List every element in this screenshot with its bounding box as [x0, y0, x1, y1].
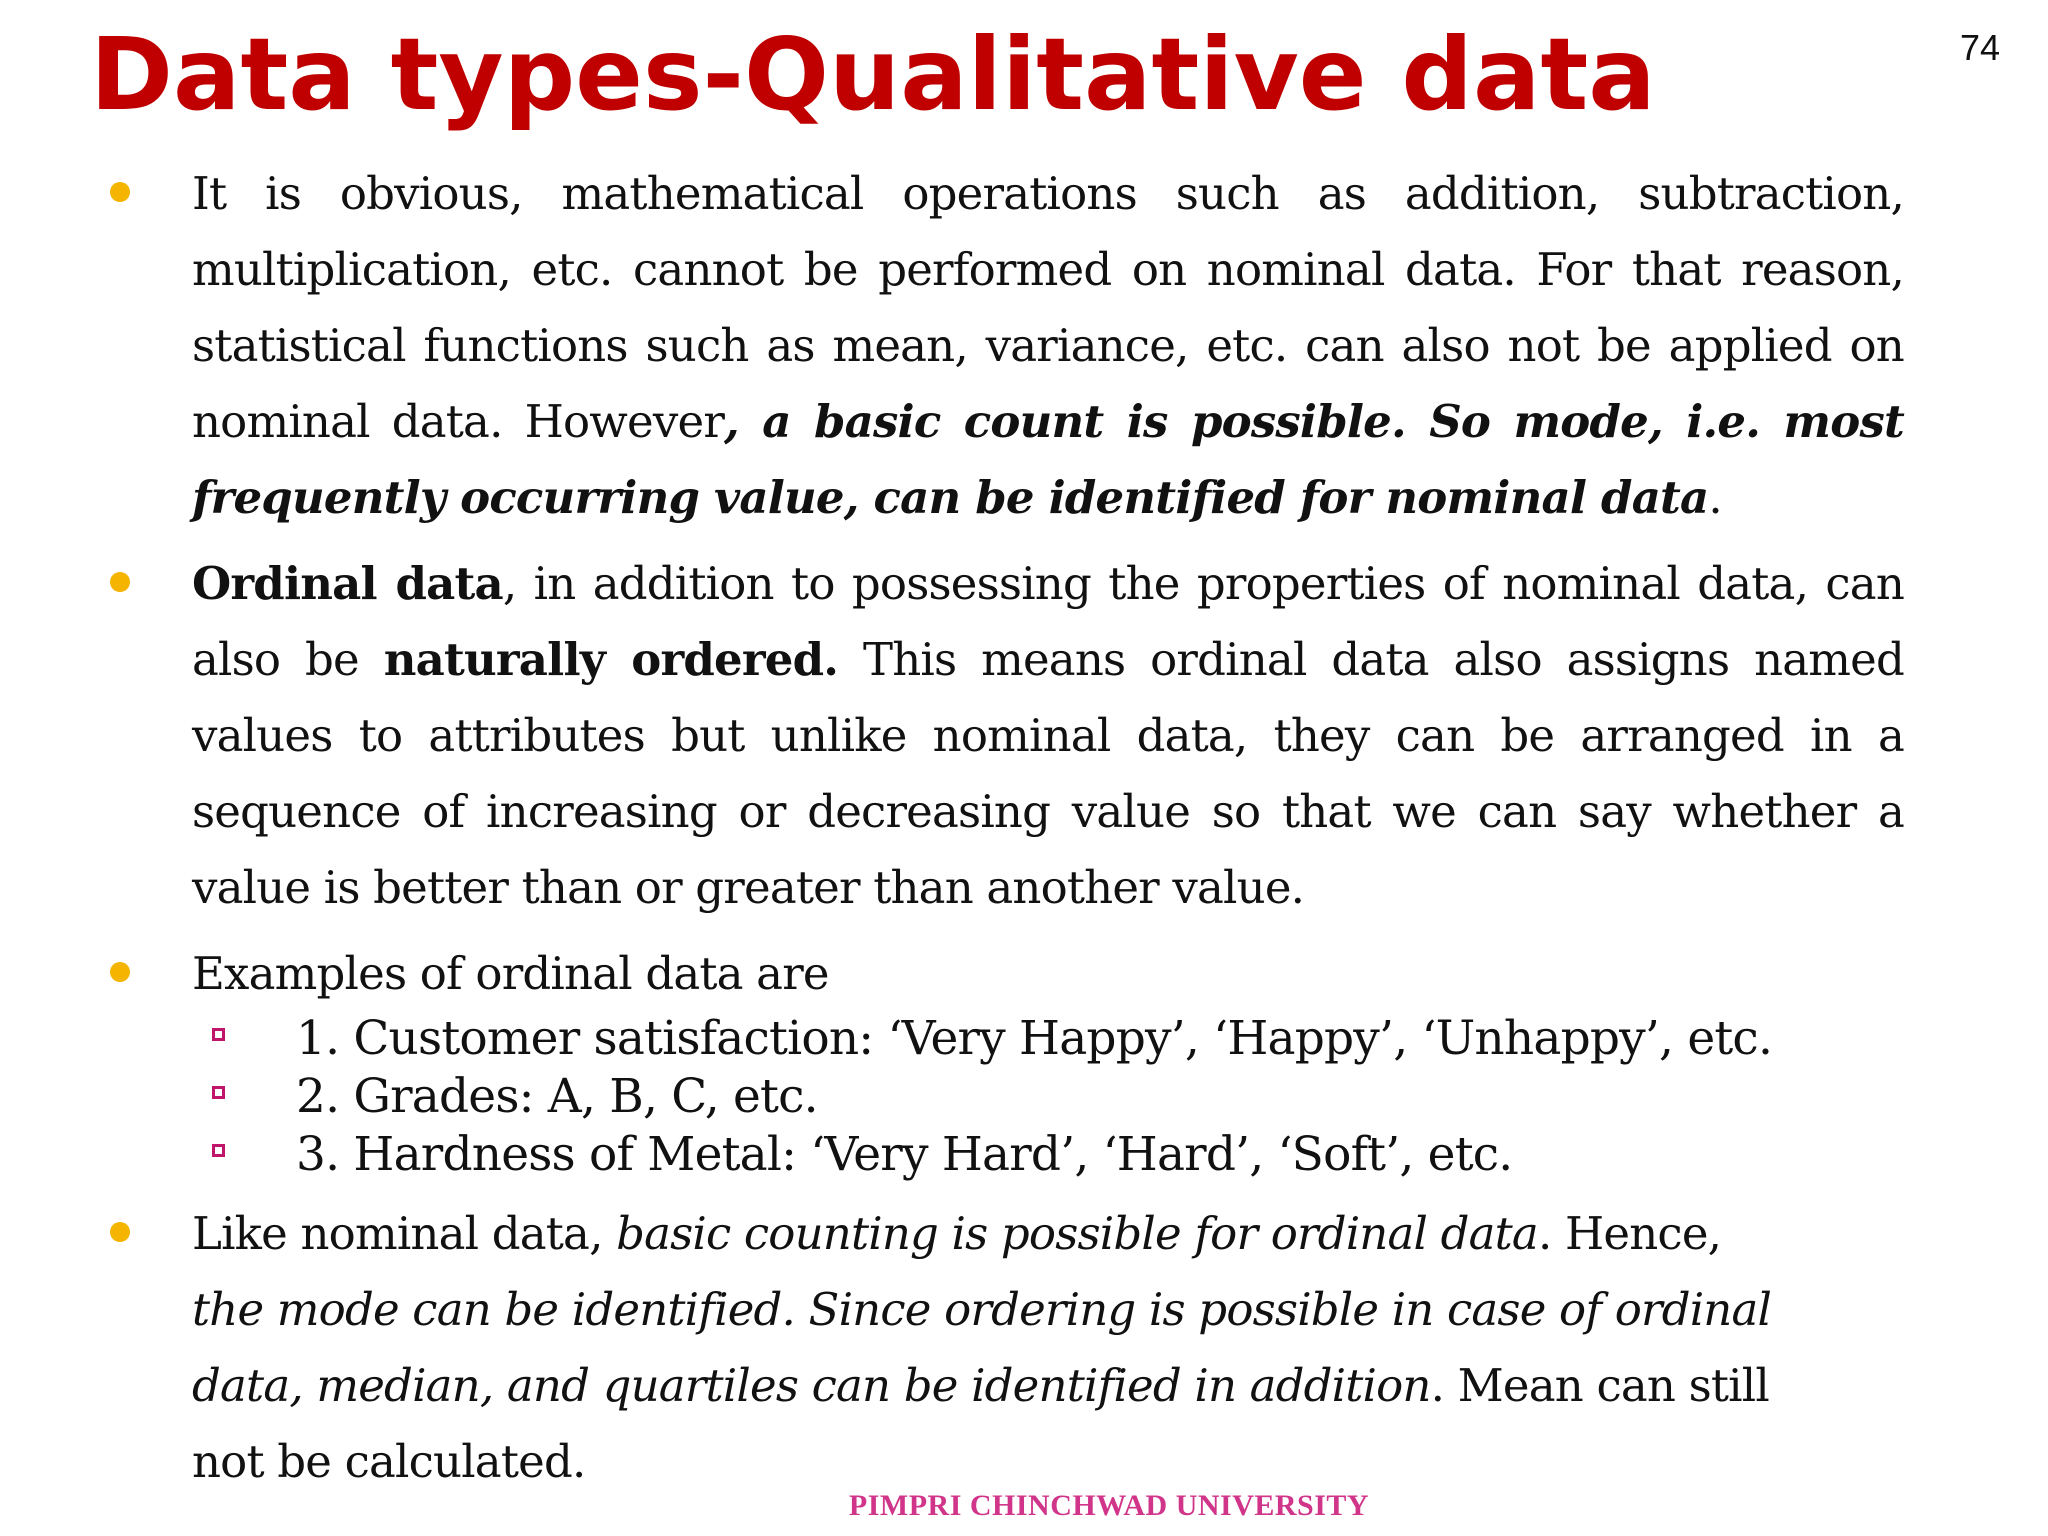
bullet-italic: basic counting is possible for ordinal data [616, 1207, 1538, 1260]
bullet-bold: naturally ordered. [383, 633, 839, 686]
bullet-text: . Hence, [1537, 1207, 1722, 1260]
square-bullet-icon [212, 1144, 225, 1157]
bullet-text: . [1708, 471, 1722, 524]
bullet-emphasis: , a basic count is possible. So mode, i.e. most frequently occurring value, can be identified for nominal data [192, 395, 1904, 524]
bullet-text: This means ordinal data also assigns named values to attributes but unlike nominal data, they can be arranged in a sequence of increasing or decreasing value so that we can say whether a value is better than or greater than another value. [192, 633, 1904, 914]
sub-list-text: 2. Grades: A, B, C, etc. [296, 1069, 818, 1124]
bullet-bold: Ordinal data [192, 557, 503, 610]
bullet-dot-icon [110, 572, 130, 592]
bullet-italic: the mode can be identified. Since ordering is possible in case of ordinal data, median, and quartiles can be identified in addition [192, 1283, 1772, 1412]
bullet-text: It is obvious, mathematical operations such as addition, subtraction, multiplication, etc. cannot be performed on nominal data. For that reason, statistical functions such as mean, variance, etc. can also not be applied on nominal data. However [192, 167, 1904, 448]
bullet-dot-icon [110, 182, 130, 202]
sub-list-item [212, 1068, 1912, 1126]
page-number: 74 [1959, 27, 2000, 68]
sub-list-item [212, 1010, 1912, 1068]
square-bullet-icon [212, 1086, 225, 1099]
sub-list-item [212, 1126, 1912, 1184]
slide-title: Data types-Qualitative data [90, 16, 1656, 133]
bullet-text: , in addition to possessing the properties of nominal data, can also be [192, 557, 1904, 686]
bullet-text: Like nominal data, [192, 1207, 617, 1260]
footer-university-name: PIMPRI CHINCHWAD UNIVERSITY [848, 1489, 1370, 1522]
bullet-examples-heading: Examples of ordinal data are [192, 947, 829, 1000]
sub-list-text: 3. Hardness of Metal: ‘Very Hard’, ‘Hard’, ‘Soft’, etc. [296, 1127, 1513, 1182]
bullet-dot-icon [110, 1222, 130, 1242]
sub-list-text: 1. Customer satisfaction: ‘Very Happy’, ‘Happy’, ‘Unhappy’, etc. [296, 1011, 1773, 1066]
bullet-nominal-operations [192, 156, 1904, 536]
bullet-ordinal-definition [192, 546, 1904, 926]
bullet-dot-icon [110, 962, 130, 982]
bullet-text: . Mean can still not be calculated. [192, 1359, 1769, 1488]
bullet-ordinal-counting [192, 1196, 1792, 1500]
square-bullet-icon [212, 1028, 225, 1041]
